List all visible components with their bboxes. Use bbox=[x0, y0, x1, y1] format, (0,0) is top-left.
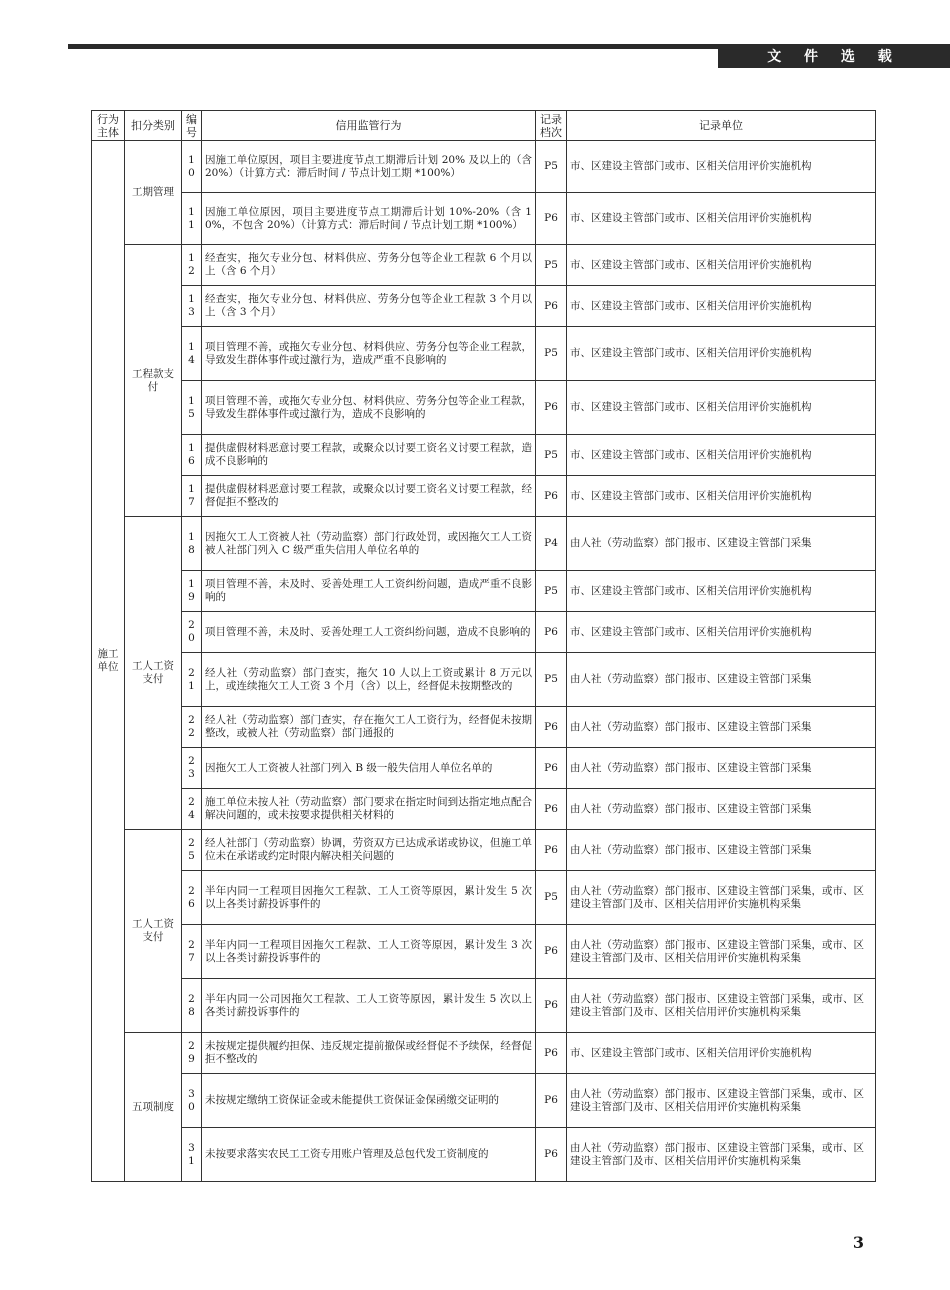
number-cell: 11 bbox=[182, 193, 202, 245]
behavior-cell: 经查实，拖欠专业分包、材料供应、劳务分包等企业工程款 3 个月以上（含 3 个月） bbox=[202, 286, 536, 327]
record-unit-cell: 由人社（劳动监察）部门报市、区建设主管部门采集 bbox=[567, 707, 876, 748]
number-cell: 30 bbox=[182, 1074, 202, 1128]
number-cell: 26 bbox=[182, 871, 202, 925]
record-unit-cell: 由人社（劳动监察）部门报市、区建设主管部门采集，或市、区建设主管部门及市、区相关信用评价实施机构采集 bbox=[567, 1128, 876, 1182]
number-cell: 14 bbox=[182, 327, 202, 381]
table-row bbox=[92, 286, 876, 327]
record-grade-cell: P6 bbox=[536, 476, 567, 517]
behavior-cell: 提供虚假材料恶意讨要工程款，或聚众以讨要工资名义讨要工程款，经督促拒不整改的 bbox=[202, 476, 536, 517]
record-unit-cell: 市、区建设主管部门或市、区相关信用评价实施机构 bbox=[567, 141, 876, 193]
table-row bbox=[92, 435, 876, 476]
table-row bbox=[92, 707, 876, 748]
record-grade-cell: P5 bbox=[536, 571, 567, 612]
behavior-cell: 因施工单位原因，项目主要进度节点工期滞后计划 10%-20%（含 10%，不包含 20%）（计算方式：滞后时间 / 节点计划工期 *100%） bbox=[202, 193, 536, 245]
behavior-cell: 未按要求落实农民工工资专用账户管理及总包代发工资制度的 bbox=[202, 1128, 536, 1182]
record-unit-cell: 市、区建设主管部门或市、区相关信用评价实施机构 bbox=[567, 612, 876, 653]
number-cell: 20 bbox=[182, 612, 202, 653]
record-unit-cell: 市、区建设主管部门或市、区相关信用评价实施机构 bbox=[567, 476, 876, 517]
record-unit-cell: 市、区建设主管部门或市、区相关信用评价实施机构 bbox=[567, 435, 876, 476]
behavior-cell: 经查实，拖欠专业分包、材料供应、劳务分包等企业工程款 6 个月以上（含 6 个月） bbox=[202, 245, 536, 286]
number-cell: 24 bbox=[182, 789, 202, 830]
table-row bbox=[92, 381, 876, 435]
record-grade-cell: P6 bbox=[536, 789, 567, 830]
record-unit-cell: 市、区建设主管部门或市、区相关信用评价实施机构 bbox=[567, 327, 876, 381]
table-row bbox=[92, 871, 876, 925]
behavior-cell: 经人社（劳动监察）部门查实，拖欠 10 人以上工资或累计 8 万元以上，或连续拖欠工人工资 3 个月（含）以上，经督促未按期整改的 bbox=[202, 653, 536, 707]
table-row bbox=[92, 245, 876, 286]
behavior-cell: 因拖欠工人工资被人社部门列入 B 级一般失信用人单位名单的 bbox=[202, 748, 536, 789]
category-cell: 工人工资支付 bbox=[125, 517, 182, 830]
table-row bbox=[92, 789, 876, 830]
record-grade-cell: P4 bbox=[536, 517, 567, 571]
credit-deduction-table bbox=[91, 110, 876, 1182]
behavior-cell: 经人社部门（劳动监察）协调，劳资双方已达成承诺或协议，但施工单位未在承诺或约定时限内解决相关问题的 bbox=[202, 830, 536, 871]
record-unit-cell: 由人社（劳动监察）部门报市、区建设主管部门采集，或市、区建设主管部门及市、区相关信用评价实施机构采集 bbox=[567, 1074, 876, 1128]
subject-cell: 施工单位 bbox=[92, 141, 125, 1182]
number-cell: 12 bbox=[182, 245, 202, 286]
category-cell: 五项制度 bbox=[125, 1033, 182, 1182]
header-category: 扣分类别 bbox=[125, 111, 182, 141]
record-grade-cell: P5 bbox=[536, 141, 567, 193]
number-cell: 18 bbox=[182, 517, 202, 571]
record-grade-cell: P6 bbox=[536, 1033, 567, 1074]
record-grade-cell: P6 bbox=[536, 381, 567, 435]
section-label: 文 件 选 载 bbox=[718, 44, 950, 68]
table-row bbox=[92, 748, 876, 789]
record-grade-cell: P5 bbox=[536, 653, 567, 707]
number-cell: 19 bbox=[182, 571, 202, 612]
record-grade-cell: P6 bbox=[536, 707, 567, 748]
behavior-cell: 提供虚假材料恶意讨要工程款，或聚众以讨要工资名义讨要工程款，造成不良影响的 bbox=[202, 435, 536, 476]
record-grade-cell: P6 bbox=[536, 1128, 567, 1182]
table-row bbox=[92, 327, 876, 381]
number-cell: 25 bbox=[182, 830, 202, 871]
record-unit-cell: 由人社（劳动监察）部门报市、区建设主管部门采集，或市、区建设主管部门及市、区相关信用评价实施机构采集 bbox=[567, 871, 876, 925]
behavior-cell: 项目管理不善，未及时、妥善处理工人工资纠纷问题，造成不良影响的 bbox=[202, 612, 536, 653]
page-number: 3 bbox=[852, 1233, 864, 1252]
behavior-cell: 项目管理不善，或拖欠专业分包、材料供应、劳务分包等企业工程款，导致发生群体事件或过激行为，造成严重不良影响的 bbox=[202, 327, 536, 381]
table-row bbox=[92, 1128, 876, 1182]
record-grade-cell: P6 bbox=[536, 748, 567, 789]
behavior-cell: 项目管理不善，未及时、妥善处理工人工资纠纷问题，造成严重不良影响的 bbox=[202, 571, 536, 612]
number-cell: 29 bbox=[182, 1033, 202, 1074]
behavior-cell: 未按规定缴纳工资保证金或未能提供工资保证金保函缴交证明的 bbox=[202, 1074, 536, 1128]
record-unit-cell: 市、区建设主管部门或市、区相关信用评价实施机构 bbox=[567, 1033, 876, 1074]
record-unit-cell: 市、区建设主管部门或市、区相关信用评价实施机构 bbox=[567, 286, 876, 327]
number-cell: 17 bbox=[182, 476, 202, 517]
number-cell: 15 bbox=[182, 381, 202, 435]
record-grade-cell: P5 bbox=[536, 327, 567, 381]
table-row bbox=[92, 830, 876, 871]
table-row bbox=[92, 612, 876, 653]
record-unit-cell: 市、区建设主管部门或市、区相关信用评价实施机构 bbox=[567, 193, 876, 245]
header-number: 编号 bbox=[182, 111, 202, 141]
record-grade-cell: P6 bbox=[536, 286, 567, 327]
behavior-cell: 施工单位未按人社（劳动监察）部门要求在指定时间到达指定地点配合解决问题的，或未按要求提供相关材料的 bbox=[202, 789, 536, 830]
record-grade-cell: P6 bbox=[536, 830, 567, 871]
behavior-cell: 半年内同一工程项目因拖欠工程款、工人工资等原因，累计发生 5 次以上各类讨薪投诉事件的 bbox=[202, 871, 536, 925]
number-cell: 16 bbox=[182, 435, 202, 476]
behavior-cell: 半年内同一工程项目因拖欠工程款、工人工资等原因，累计发生 3 次以上各类讨薪投诉事件的 bbox=[202, 925, 536, 979]
record-unit-cell: 由人社（劳动监察）部门报市、区建设主管部门采集 bbox=[567, 653, 876, 707]
category-cell: 工期管理 bbox=[125, 141, 182, 245]
record-unit-cell: 由人社（劳动监察）部门报市、区建设主管部门采集 bbox=[567, 748, 876, 789]
table-row bbox=[92, 925, 876, 979]
number-cell: 13 bbox=[182, 286, 202, 327]
behavior-cell: 未按规定提供履约担保、违反规定提前撤保或经督促不予续保，经督促拒不整改的 bbox=[202, 1033, 536, 1074]
record-unit-cell: 市、区建设主管部门或市、区相关信用评价实施机构 bbox=[567, 245, 876, 286]
record-unit-cell: 市、区建设主管部门或市、区相关信用评价实施机构 bbox=[567, 571, 876, 612]
behavior-cell: 因施工单位原因，项目主要进度节点工期滞后计划 20% 及以上的（含 20%）（计算方式：滞后时间 / 节点计划工期 *100%） bbox=[202, 141, 536, 193]
number-cell: 27 bbox=[182, 925, 202, 979]
record-grade-cell: P5 bbox=[536, 871, 567, 925]
record-grade-cell: P6 bbox=[536, 979, 567, 1033]
record-unit-cell: 由人社（劳动监察）部门报市、区建设主管部门采集，或市、区建设主管部门及市、区相关信用评价实施机构采集 bbox=[567, 979, 876, 1033]
table-row bbox=[92, 653, 876, 707]
table-row bbox=[92, 476, 876, 517]
table-row bbox=[92, 1033, 876, 1074]
record-grade-cell: P5 bbox=[536, 245, 567, 286]
table-row bbox=[92, 517, 876, 571]
record-grade-cell: P6 bbox=[536, 1074, 567, 1128]
record-unit-cell: 市、区建设主管部门或市、区相关信用评价实施机构 bbox=[567, 381, 876, 435]
category-cell: 工程款支付 bbox=[125, 245, 182, 517]
record-grade-cell: P6 bbox=[536, 193, 567, 245]
header-record-unit: 记录单位 bbox=[567, 111, 876, 141]
record-grade-cell: P5 bbox=[536, 435, 567, 476]
number-cell: 31 bbox=[182, 1128, 202, 1182]
behavior-cell: 经人社（劳动监察）部门查实，存在拖欠工人工资行为，经督促未按期整改，或被人社（劳动监察）部门通报的 bbox=[202, 707, 536, 748]
header-subject: 行为主体 bbox=[92, 111, 125, 141]
number-cell: 28 bbox=[182, 979, 202, 1033]
record-unit-cell: 由人社（劳动监察）部门报市、区建设主管部门采集 bbox=[567, 517, 876, 571]
table-row bbox=[92, 1074, 876, 1128]
table-row bbox=[92, 979, 876, 1033]
header-behavior: 信用监管行为 bbox=[202, 111, 536, 141]
record-unit-cell: 由人社（劳动监察）部门报市、区建设主管部门采集，或市、区建设主管部门及市、区相关信用评价实施机构采集 bbox=[567, 925, 876, 979]
behavior-cell: 半年内同一公司因拖欠工程款、工人工资等原因，累计发生 5 次以上各类讨薪投诉事件的 bbox=[202, 979, 536, 1033]
behavior-cell: 因拖欠工人工资被人社（劳动监察）部门行政处罚，或因拖欠工人工资被人社部门列入 C 级严重失信用人单位名单的 bbox=[202, 517, 536, 571]
table-row bbox=[92, 571, 876, 612]
behavior-cell: 项目管理不善，或拖欠专业分包、材料供应、劳务分包等企业工程款，导致发生群体事件或过激行为，造成不良影响的 bbox=[202, 381, 536, 435]
table-row bbox=[92, 193, 876, 245]
number-cell: 10 bbox=[182, 141, 202, 193]
table-header-row bbox=[92, 111, 876, 141]
record-unit-cell: 由人社（劳动监察）部门报市、区建设主管部门采集 bbox=[567, 789, 876, 830]
number-cell: 23 bbox=[182, 748, 202, 789]
category-cell: 工人工资支付 bbox=[125, 830, 182, 1033]
number-cell: 22 bbox=[182, 707, 202, 748]
record-grade-cell: P6 bbox=[536, 925, 567, 979]
number-cell: 21 bbox=[182, 653, 202, 707]
table-row bbox=[92, 141, 876, 193]
record-unit-cell: 由人社（劳动监察）部门报市、区建设主管部门采集 bbox=[567, 830, 876, 871]
header-record-grade: 记录档次 bbox=[536, 111, 567, 141]
record-grade-cell: P6 bbox=[536, 612, 567, 653]
